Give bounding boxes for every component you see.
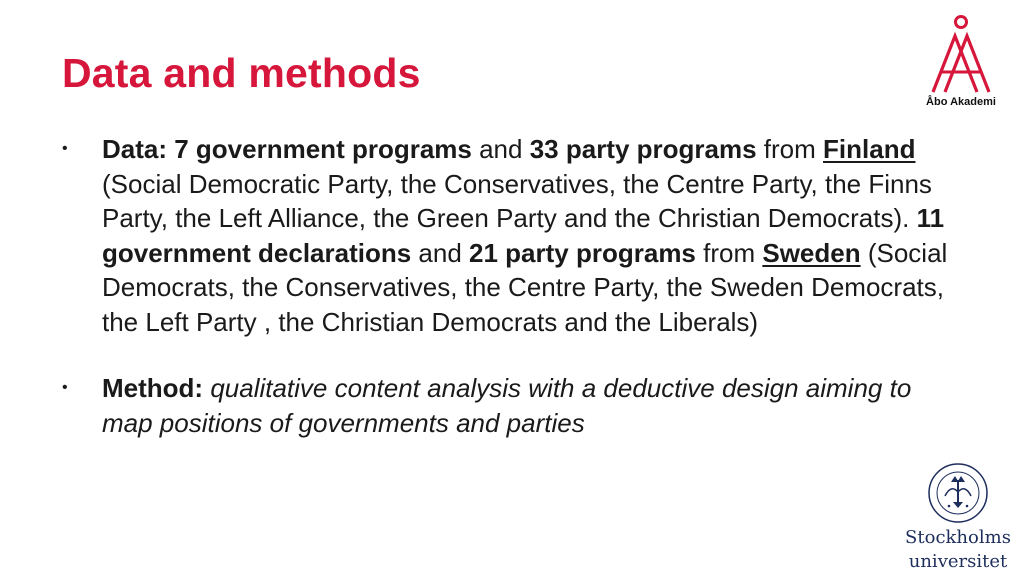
bullet-list (62, 132, 962, 440)
stockholm-university-name-line1: Stockholms (905, 527, 1011, 548)
bullet-icon: • (62, 140, 68, 157)
party-programs-count: 33 party programs (529, 134, 757, 164)
country-finland: Finland (823, 134, 916, 164)
government-declarations-count: 11 government declarations (102, 203, 945, 268)
stockholm-university-seal-icon (927, 462, 989, 524)
bullet-data (62, 132, 962, 339)
data-label: Data: 7 government programs (102, 134, 472, 164)
text-segment: and (411, 237, 470, 268)
finland-parties: (Social Democratic Party, the Conservatives, the Centre Party, the Finns Party, the Left Alliance, the Green Party and the Christian Democrats). (102, 168, 932, 233)
bullet-icon: • (62, 379, 68, 396)
bullet-method (62, 371, 962, 440)
sweden-parties: (Social Democrats, the Conservatives, the Centre Party, the Sweden Democrats, the Left Party , the Christian Democrats and the Liberals) (102, 237, 948, 337)
slide-title: Data and methods (62, 50, 421, 96)
country-sweden: Sweden (762, 237, 861, 268)
text-segment: from (756, 134, 824, 164)
abo-akademi-logo (905, 14, 1017, 114)
party-programs-count-sweden: 21 party programs (469, 237, 696, 268)
method-label: Method: (102, 373, 204, 403)
stockholm-university-name-line2: universitet (908, 551, 1008, 572)
abo-akademi-mark-icon (919, 14, 1003, 94)
text-segment: and (471, 134, 530, 164)
abo-akademi-name: Åbo Akademi (926, 96, 996, 108)
method-description: qualitative content analysis with a deductive design aiming to map positions of governments and parties (102, 373, 912, 438)
stockholm-university-logo (898, 462, 1018, 572)
text-segment: from (695, 237, 763, 268)
